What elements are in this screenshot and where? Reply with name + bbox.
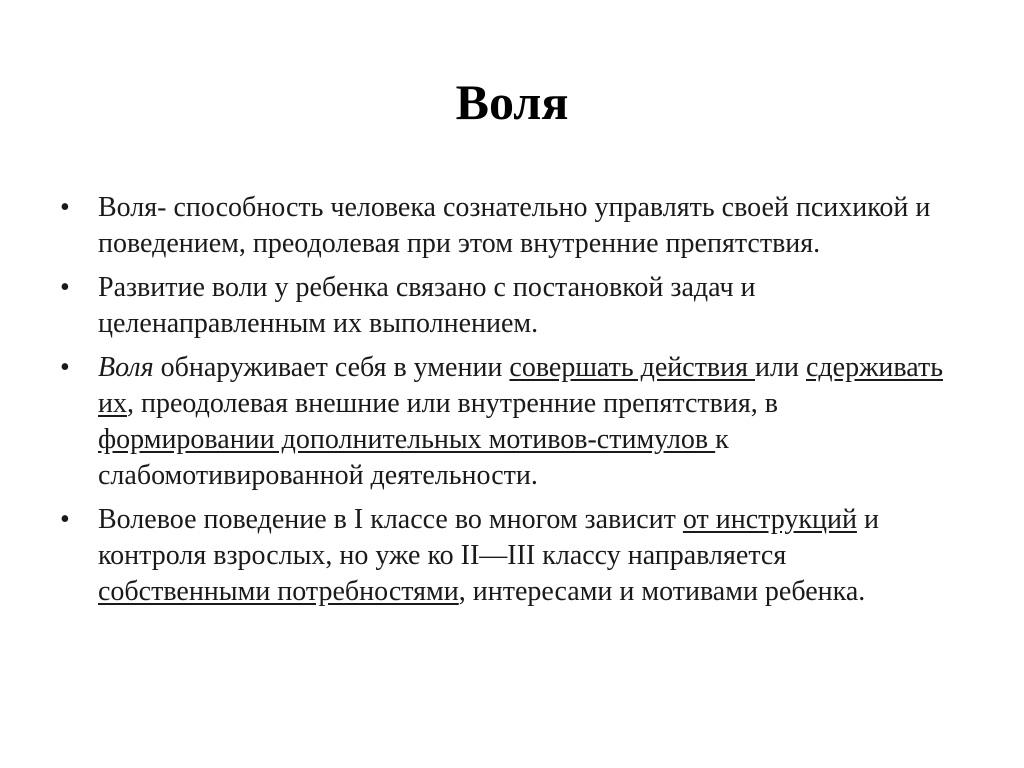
bullet-item-definition [60,190,960,262]
slide-title: Воля [455,74,569,130]
bullet-marker: • [60,272,70,303]
bullet-list [60,190,960,618]
underlined-phrase: собственными потребностями [98,576,459,607]
bullet-text-segment: Волевое поведение в I классе во многом зависит [98,504,683,535]
underlined-phrase: сдерживать их [98,352,943,419]
bullet-text: Воля- способность человека сознательно управлять своей психикой и поведением, преодолевая при этом внутренние препятствия. [98,192,931,259]
bullet-item-behavior [60,502,960,610]
underlined-phrase: совершать действия [509,352,756,383]
italic-term: Воля [98,352,154,383]
bullet-marker: • [60,192,70,223]
bullet-text-segment: к слабомотивированной деятельности. [98,424,729,491]
bullet-marker: • [60,504,70,535]
bullet-text: Развитие воли у ребенка связано с постановкой задач и целенаправленным их выполнением. [98,272,756,339]
bullet-text-segment: обнаруживает себя в умении [153,352,510,383]
bullet-text-segment: , преодолевая внешние или внутренние препятствия, в [126,388,778,419]
bullet-marker: • [60,352,70,383]
bullet-text-segment: и контроля взрослых, но уже ко II—III классу направляется [98,504,879,571]
bullet-item-manifestation [60,350,960,494]
bullet-text-segment: , интересами и мотивами ребенка. [458,576,866,607]
underlined-phrase: от инструкций [682,504,857,535]
bullet-item-development [60,270,960,342]
bullet-text-segment: или [755,352,806,383]
underlined-phrase: формировании дополнительных мотивов-стимулов [98,424,716,455]
